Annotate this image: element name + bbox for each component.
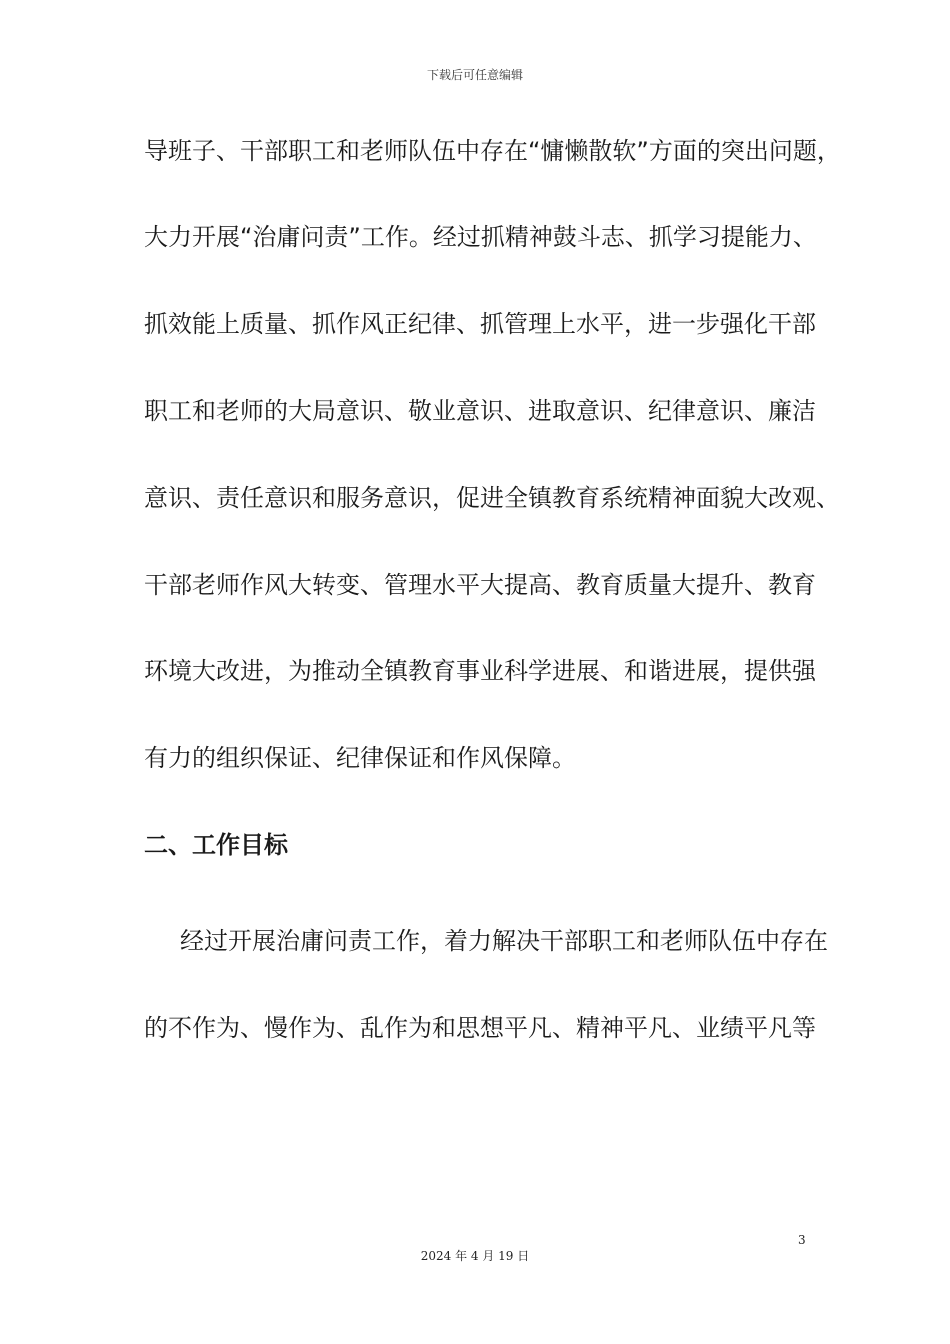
body-line-6: 干部老师作风大转变、管理水平大提高、教育质量大提升、教育 — [144, 571, 816, 599]
body-line-3: 抓效能上质量、抓作风正纪律、抓管理上水平，进一步强化干部 — [144, 310, 816, 338]
section-heading: 二、工作目标 — [144, 831, 288, 859]
body-line-1: 导班子、干部职工和老师队伍中存在“慵懒散软”方面的突出问题， — [144, 137, 841, 165]
paragraph-line-2: 的不作为、慢作为、乱作为和思想平凡、精神平凡、业绩平凡等 — [144, 1014, 816, 1042]
body-line-8: 有力的组织保证、纪律保证和作风保障。 — [144, 744, 576, 772]
body-line-4: 职工和老师的大局意识、敬业意识、进取意识、纪律意识、廉洁 — [144, 397, 816, 425]
page-number: 3 — [798, 1233, 806, 1247]
page-header: 下载后可任意编辑 — [426, 68, 523, 82]
body-line-2: 大力开展“治庸问责”工作。经过抓精神鼓斗志、抓学习提能力、 — [144, 223, 817, 251]
footer-date: 2024 年 4 月 19 日 — [420, 1249, 530, 1263]
body-line-7: 环境大改进，为推动全镇教育事业科学进展、和谐进展，提供强 — [144, 657, 816, 685]
paragraph-line-1: 经过开展治庸问责工作，着力解决干部职工和老师队伍中存在 — [180, 927, 828, 955]
body-line-5: 意识、责任意识和服务意识，促进全镇教育系统精神面貌大改观、 — [144, 484, 840, 512]
